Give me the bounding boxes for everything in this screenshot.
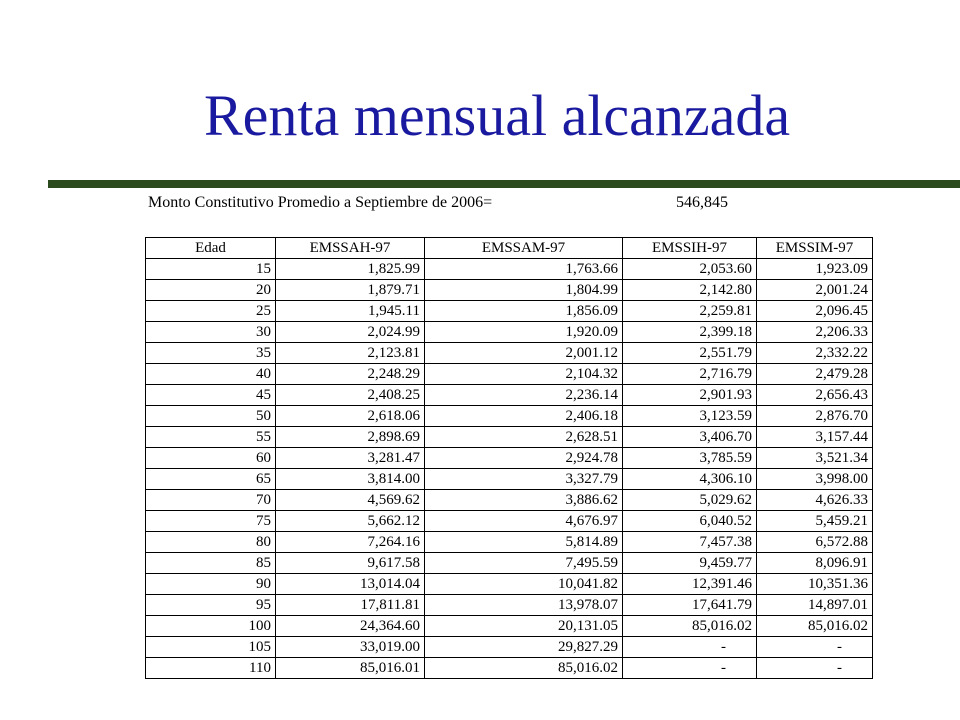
cell-emssah: 7,264.16 [276, 532, 425, 553]
cell-emssah: 2,248.29 [276, 364, 425, 385]
cell-edad: 25 [146, 301, 276, 322]
cell-emssam: 2,406.18 [425, 406, 623, 427]
cell-emssah: 3,281.47 [276, 448, 425, 469]
column-header-emssim: EMSSIM-97 [757, 238, 873, 259]
cell-emssah: 17,811.81 [276, 595, 425, 616]
table-row [146, 385, 873, 406]
cell-emssih: 17,641.79 [623, 595, 757, 616]
cell-emssim: 1,923.09 [757, 259, 873, 280]
table-row [146, 511, 873, 532]
cell-emssih: 2,259.81 [623, 301, 757, 322]
cell-emssih: 3,406.70 [623, 427, 757, 448]
cell-emssim: 2,332.22 [757, 343, 873, 364]
cell-emssim: 2,656.43 [757, 385, 873, 406]
cell-edad: 15 [146, 259, 276, 280]
cell-emssih: 12,391.46 [623, 574, 757, 595]
cell-emssih: 9,459.77 [623, 553, 757, 574]
cell-emssim: 2,206.33 [757, 322, 873, 343]
cell-emssah: 2,408.25 [276, 385, 425, 406]
cell-emssim: - [757, 658, 873, 679]
subtitle-label: Monto Constitutivo Promedio a Septiembre de 2006= [148, 194, 493, 211]
cell-emssam: 1,856.09 [425, 301, 623, 322]
cell-emssah: 2,618.06 [276, 406, 425, 427]
cell-emssah: 1,945.11 [276, 301, 425, 322]
cell-edad: 65 [146, 469, 276, 490]
cell-edad: 85 [146, 553, 276, 574]
cell-emssim: 6,572.88 [757, 532, 873, 553]
cell-emssih: 2,053.60 [623, 259, 757, 280]
cell-edad: 35 [146, 343, 276, 364]
cell-emssim: 3,157.44 [757, 427, 873, 448]
cell-emssim: 3,998.00 [757, 469, 873, 490]
pension-table-container [145, 237, 873, 679]
cell-emssam: 2,924.78 [425, 448, 623, 469]
cell-emssah: 33,019.00 [276, 637, 425, 658]
table-row [146, 532, 873, 553]
column-header-emssih: EMSSIH-97 [623, 238, 757, 259]
cell-edad: 50 [146, 406, 276, 427]
cell-emssih: 2,716.79 [623, 364, 757, 385]
cell-emssam: 2,236.14 [425, 385, 623, 406]
cell-emssim: 2,001.24 [757, 280, 873, 301]
cell-emssah: 2,024.99 [276, 322, 425, 343]
cell-emssah: 5,662.12 [276, 511, 425, 532]
table-row [146, 490, 873, 511]
cell-emssih: 3,785.59 [623, 448, 757, 469]
cell-emssih: 7,457.38 [623, 532, 757, 553]
cell-emssih: 2,551.79 [623, 343, 757, 364]
cell-emssah: 13,014.04 [276, 574, 425, 595]
cell-emssah: 1,825.99 [276, 259, 425, 280]
cell-emssih: 5,029.62 [623, 490, 757, 511]
table-body [146, 259, 873, 679]
cell-edad: 80 [146, 532, 276, 553]
cell-emssim: 85,016.02 [757, 616, 873, 637]
cell-emssam: 13,978.07 [425, 595, 623, 616]
cell-emssim: 4,626.33 [757, 490, 873, 511]
table-row [146, 343, 873, 364]
cell-emssam: 7,495.59 [425, 553, 623, 574]
table-row [146, 406, 873, 427]
cell-emssim: 10,351.36 [757, 574, 873, 595]
cell-emssam: 29,827.29 [425, 637, 623, 658]
cell-emssam: 4,676.97 [425, 511, 623, 532]
cell-emssah: 2,898.69 [276, 427, 425, 448]
subtitle-value: 546,845 [676, 194, 728, 211]
cell-emssah: 2,123.81 [276, 343, 425, 364]
cell-emssam: 10,041.82 [425, 574, 623, 595]
cell-edad: 90 [146, 574, 276, 595]
cell-emssam: 3,886.62 [425, 490, 623, 511]
cell-emssim: 2,876.70 [757, 406, 873, 427]
cell-emssam: 85,016.02 [425, 658, 623, 679]
cell-edad: 40 [146, 364, 276, 385]
cell-emssih: 4,306.10 [623, 469, 757, 490]
cell-emssah: 85,016.01 [276, 658, 425, 679]
cell-emssam: 2,628.51 [425, 427, 623, 448]
cell-emssah: 3,814.00 [276, 469, 425, 490]
cell-edad: 100 [146, 616, 276, 637]
cell-emssim: 5,459.21 [757, 511, 873, 532]
cell-emssam: 1,763.66 [425, 259, 623, 280]
cell-emssim: - [757, 637, 873, 658]
cell-emssih: 2,399.18 [623, 322, 757, 343]
cell-emssam: 1,920.09 [425, 322, 623, 343]
cell-emssih: 6,040.52 [623, 511, 757, 532]
cell-emssim: 3,521.34 [757, 448, 873, 469]
table-row [146, 658, 873, 679]
cell-edad: 95 [146, 595, 276, 616]
cell-emssim: 8,096.91 [757, 553, 873, 574]
page-title: Renta mensual alcanzada [204, 83, 791, 148]
cell-emssim: 14,897.01 [757, 595, 873, 616]
table-row [146, 595, 873, 616]
pension-table [145, 237, 873, 679]
cell-edad: 30 [146, 322, 276, 343]
cell-emssih: - [623, 658, 757, 679]
cell-edad: 55 [146, 427, 276, 448]
title-divider [48, 180, 960, 188]
table-row [146, 574, 873, 595]
cell-emssih: 3,123.59 [623, 406, 757, 427]
cell-emssam: 1,804.99 [425, 280, 623, 301]
table-header-row [146, 238, 873, 259]
table-row [146, 259, 873, 280]
cell-emssih: 2,901.93 [623, 385, 757, 406]
table-row [146, 616, 873, 637]
cell-emssam: 2,001.12 [425, 343, 623, 364]
cell-edad: 45 [146, 385, 276, 406]
table-row [146, 637, 873, 658]
table-row [146, 427, 873, 448]
column-header-emssam: EMSSAM-97 [425, 238, 623, 259]
cell-edad: 105 [146, 637, 276, 658]
table-row [146, 448, 873, 469]
cell-edad: 110 [146, 658, 276, 679]
table-row [146, 322, 873, 343]
cell-edad: 75 [146, 511, 276, 532]
cell-emssih: 2,142.80 [623, 280, 757, 301]
column-header-emssah: EMSSAH-97 [276, 238, 425, 259]
cell-emssah: 9,617.58 [276, 553, 425, 574]
cell-emssah: 24,364.60 [276, 616, 425, 637]
table-row [146, 280, 873, 301]
cell-edad: 70 [146, 490, 276, 511]
cell-emssam: 3,327.79 [425, 469, 623, 490]
cell-emssah: 1,879.71 [276, 280, 425, 301]
cell-emssam: 2,104.32 [425, 364, 623, 385]
cell-emssih: - [623, 637, 757, 658]
cell-emssah: 4,569.62 [276, 490, 425, 511]
cell-emssam: 20,131.05 [425, 616, 623, 637]
cell-edad: 60 [146, 448, 276, 469]
table-row [146, 301, 873, 322]
cell-emssih: 85,016.02 [623, 616, 757, 637]
table-row [146, 364, 873, 385]
column-header-edad: Edad [146, 238, 276, 259]
cell-emssim: 2,479.28 [757, 364, 873, 385]
cell-edad: 20 [146, 280, 276, 301]
cell-emssim: 2,096.45 [757, 301, 873, 322]
cell-emssam: 5,814.89 [425, 532, 623, 553]
table-row [146, 469, 873, 490]
table-row [146, 553, 873, 574]
